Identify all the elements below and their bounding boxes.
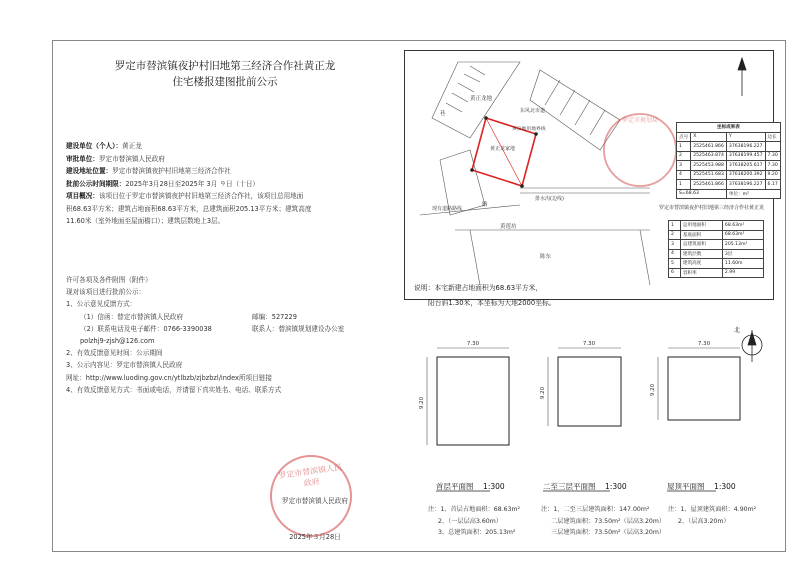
coord-table bbox=[676, 122, 781, 199]
map-note-line-2: 阳台斜1.30米，本坐标为大地2000坐标。 bbox=[428, 299, 556, 307]
roof-floor-outline bbox=[668, 357, 740, 420]
period-row: 批前公示时间期限：2025年3月28日至2025年 3月 ９日（十日） bbox=[66, 179, 260, 188]
second-plan-title: 二至三层平面图 1:300 bbox=[543, 482, 627, 491]
second-dim-side: 9.20 bbox=[540, 386, 546, 400]
first-dim-top: 7.30 bbox=[466, 341, 480, 347]
map-label-park: 黄莲坊 bbox=[500, 224, 517, 230]
map-label-driveway: 排水沟(边线) bbox=[535, 196, 564, 202]
approval-seal bbox=[604, 114, 676, 186]
map-point-2 bbox=[534, 132, 538, 136]
second-dim-top: 7.30 bbox=[582, 341, 596, 347]
coord-caption: 坐标成果表 bbox=[677, 123, 781, 133]
project-row-2: 积68.63平方米；建筑占地面积68.63平方米，总建筑面积205.13平方米；建筑高度 bbox=[66, 204, 312, 213]
pub-item-4: 4、有效反馈意见方式：书面或电话，并请留下真实姓名、电话、联系方式 bbox=[66, 385, 282, 394]
table-row: 6 容积率 2.99 bbox=[669, 268, 764, 278]
indicator-table bbox=[668, 220, 764, 278]
sign-date: 2025年３月28日 bbox=[289, 533, 341, 541]
roof-dim-side: 9.20 bbox=[650, 383, 656, 397]
pub-website[interactable]: 网址：http://www.luoding.gov.cn/ytlbzb/zjbzbzl/index所项目链接 bbox=[66, 373, 272, 382]
table-row: 1 2525461.866 37638196.227 6.17 bbox=[677, 180, 781, 190]
unit-row: 建设单位（个人）：黄正龙 bbox=[66, 142, 142, 150]
first-floor-outline bbox=[437, 357, 509, 445]
map-note-line-1: 说明：本宅新建占地面积为68.63平方米， bbox=[414, 284, 543, 292]
map-point-1 bbox=[484, 116, 488, 120]
table-row: 2 基底面积 68.63m² bbox=[669, 230, 764, 240]
map-label-neighbor: 陈东 bbox=[540, 254, 552, 260]
map-north-arrow bbox=[738, 58, 746, 96]
map-label-plot: 黄正龙家地 bbox=[490, 146, 516, 152]
cert-title: 罗定市替滨镇夜护村旧地第三经济合作社黄正龙 bbox=[659, 205, 765, 211]
map-point-4 bbox=[470, 168, 474, 172]
pub-item-2: 2、有效反馈意见时间：公示期间 bbox=[66, 349, 163, 358]
map-point-3 bbox=[520, 184, 524, 188]
roof-plan-notes: 注：1、屋顶建筑面积：4.90m² 2、（层高3.20m） bbox=[668, 506, 757, 525]
first-plan-title: 首层平面图 1:300 bbox=[436, 482, 505, 491]
second-plan-notes: 注：1、二至三层建筑面积：147.00m² 二层建筑面积：73.50m²（层高3.20m） 三层建筑面积：73.50m²（层高3.20m） bbox=[541, 506, 666, 536]
map-note bbox=[414, 281, 614, 311]
first-plan-notes: 注：1、首层占地面积：68.63m² 2、（一层层高3.60m） 3、总建筑面积：205.13m² bbox=[428, 506, 521, 536]
pub-heading-2: 现对该项目进行批前公示： bbox=[66, 288, 146, 297]
pub-heading-1: 许可各项及各件附图（附件） bbox=[66, 276, 152, 284]
approval-seal-text: 罗定市规划局 bbox=[621, 117, 659, 124]
pub-email[interactable]: polzhj9-zjsh@126.com bbox=[80, 337, 155, 346]
map-label-street-top: 东风北市道 bbox=[520, 108, 546, 114]
map-label-note-box: 该宗地用地界线 bbox=[512, 127, 546, 132]
first-dim-side: 9.20 bbox=[419, 396, 425, 410]
table-row: 1 2525461.866 37638196.227 bbox=[677, 142, 781, 152]
roof-plan-title: 屋顶平面图 1:300 bbox=[667, 482, 736, 491]
table-row: 3 总建筑面积 205.13m² bbox=[669, 240, 764, 250]
map-label-land: 黄正龙地 bbox=[470, 96, 493, 102]
pub-item-1: 1、公示意见反馈方式： bbox=[66, 300, 137, 309]
roof-dim-top: 7.30 bbox=[697, 341, 711, 347]
project-row-3: 11.60米（室外地面至屋面檐口）；建筑层数地上3层。 bbox=[66, 217, 225, 225]
map-label-road: 路 bbox=[482, 202, 488, 208]
seal-text: 罗定市替滨镇人民政府 bbox=[277, 462, 343, 489]
table-row: 2 2525463.874 37638199.457 7.30 bbox=[677, 151, 781, 161]
project-row-1: 项目概况：该项目位于罗定市替滨镇夜护村旧地第三经济合作社，该项目总用地面 bbox=[66, 192, 304, 200]
title-line-2: 住宅楼报建图批前公示 bbox=[172, 76, 278, 88]
map-road-hatch bbox=[420, 62, 650, 285]
table-row: 1 总用地面积 68.63m² bbox=[669, 221, 764, 231]
review-row: 审批单位：罗定市替滨镇人民政府 bbox=[66, 154, 165, 163]
pub-item-3: 3、公示内容见：罗定市替滨镇人民政府 bbox=[66, 361, 183, 370]
pub-item-1a: （1）信函：替定市替滨镇人民政府 邮编：527229 bbox=[80, 312, 297, 321]
map-label-path: 现有道路路线 bbox=[432, 206, 463, 212]
table-row: 4 2525451.683 37638200.392 9.20 bbox=[677, 170, 781, 180]
table-row: 5 建筑高度 11.60m bbox=[669, 259, 764, 269]
compass bbox=[742, 330, 762, 362]
title-line-1: 罗定市替滨镇夜护村旧地第三经济合作社黄正龙 bbox=[114, 60, 336, 72]
map-label-lane: 巷 bbox=[440, 111, 446, 117]
compass-label: 北 bbox=[734, 327, 741, 334]
table-row: 4 建筑层数 3层 bbox=[669, 249, 764, 259]
location-row: 建设地址位置：罗定市替滨镇夜护村旧地第三经济合作社 bbox=[66, 167, 231, 175]
coord-header: 点号 X Y 边长 bbox=[677, 132, 781, 142]
table-row: 3 2525453.988 37638205.617 7.30 bbox=[677, 161, 781, 171]
sign-org: 罗定市替滨镇人民政府 bbox=[282, 497, 348, 505]
second-floor-outline bbox=[558, 357, 621, 426]
coord-footer: S=68.63 单位：m² bbox=[677, 189, 781, 199]
pub-item-1b: （2）联系电话及电子邮件：0766-3390038 联系人：替滨镇规划建设办公室 bbox=[80, 324, 345, 333]
